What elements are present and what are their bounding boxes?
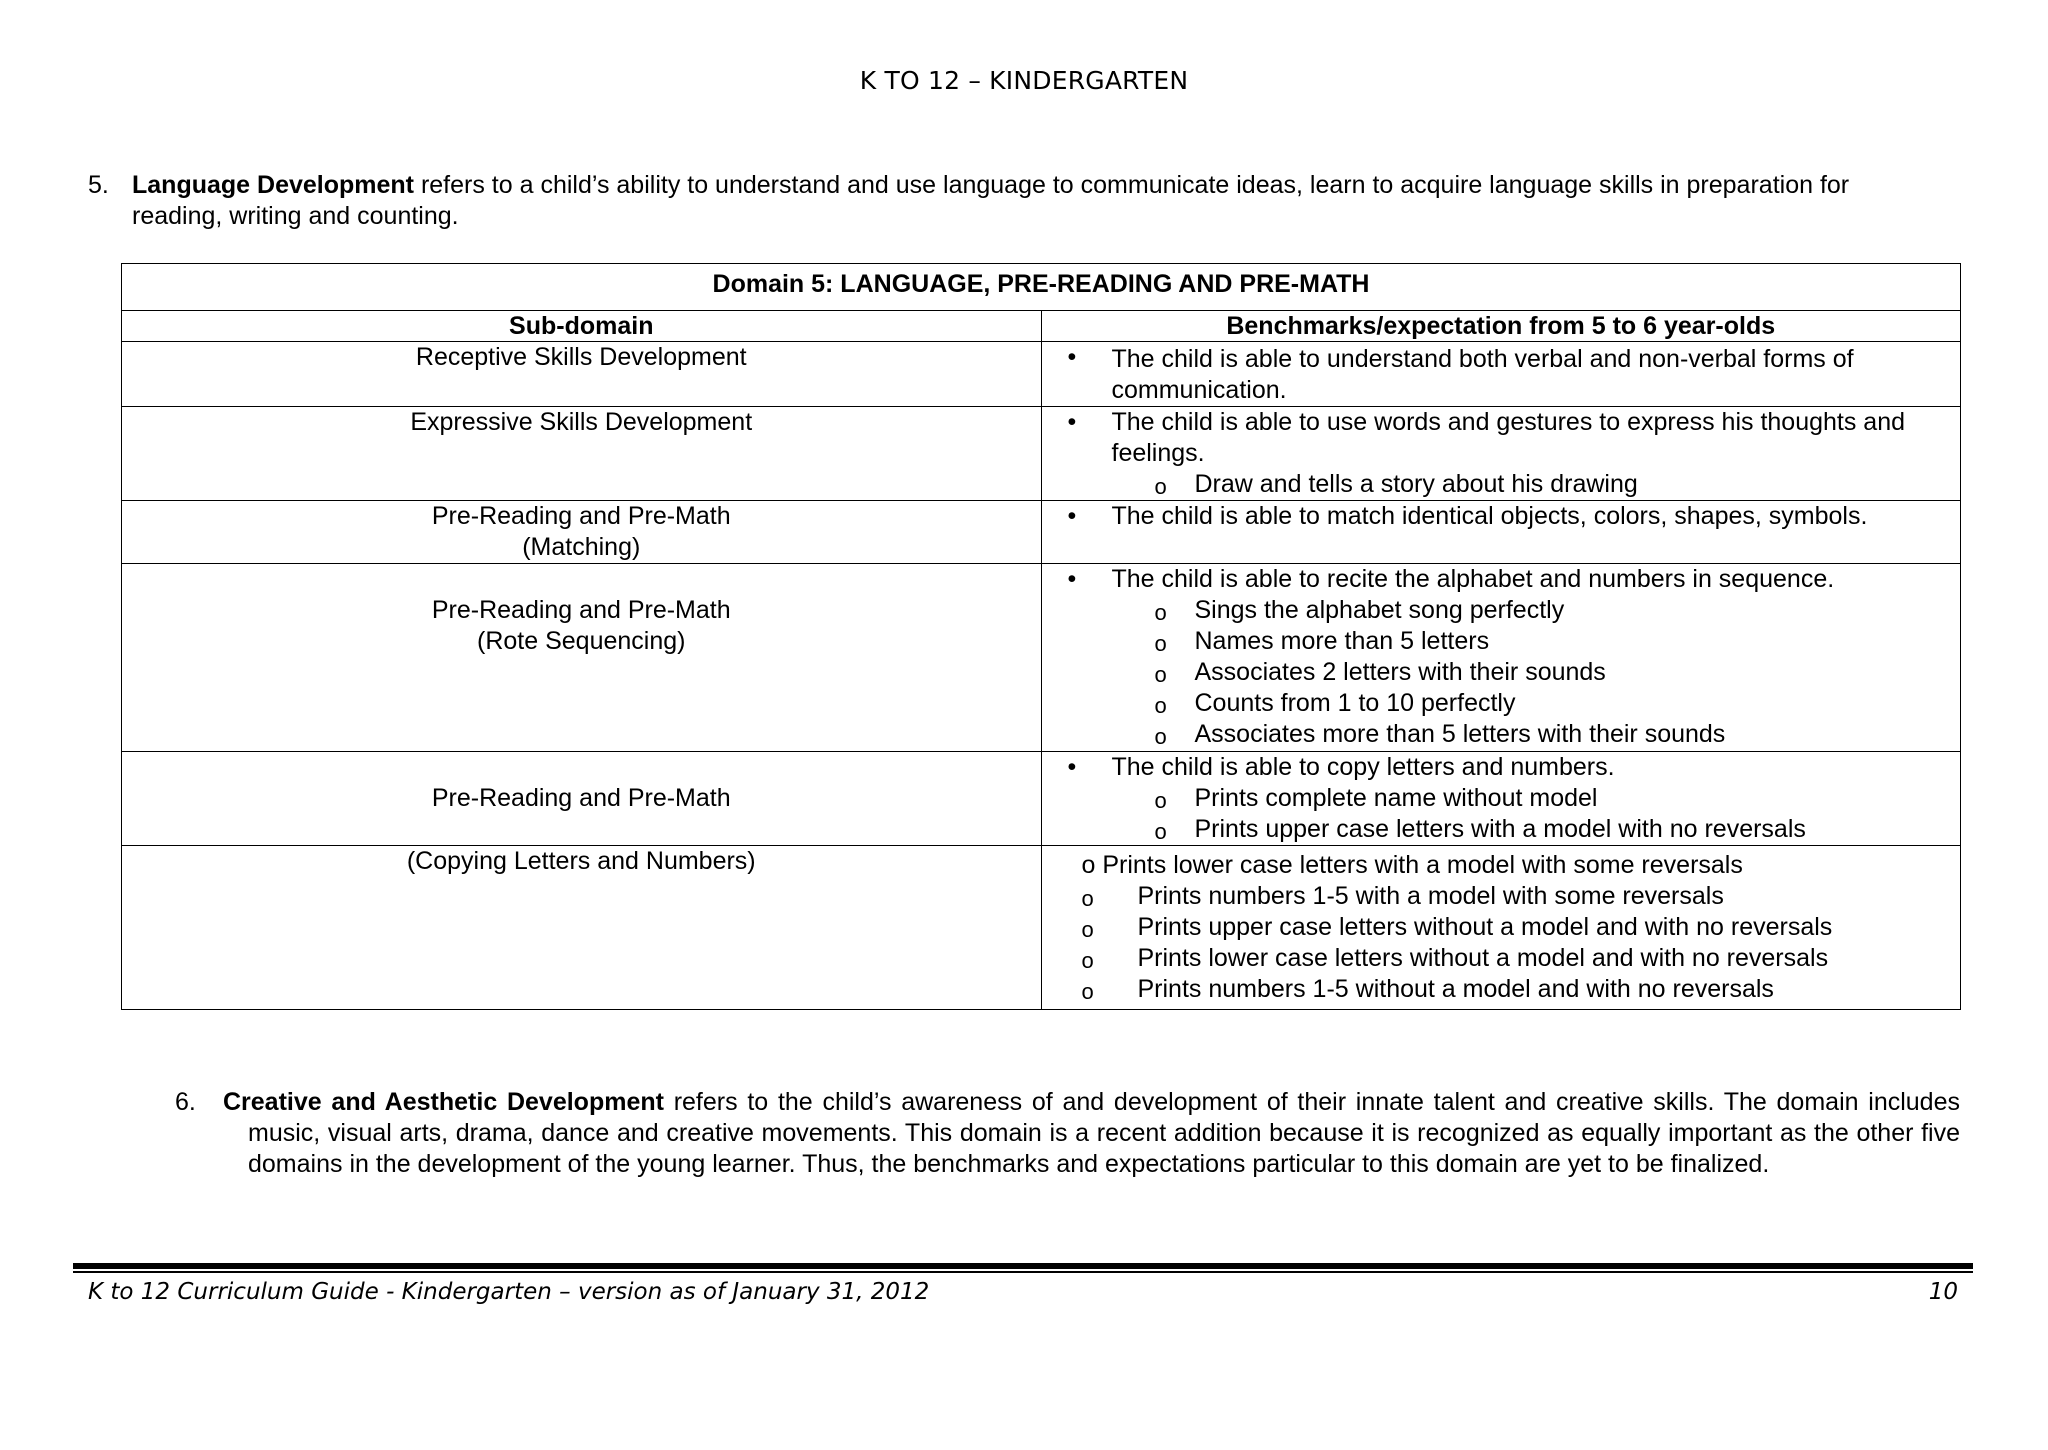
table-title: Domain 5: LANGUAGE, PRE-READING AND PRE-MATH [122, 264, 1961, 311]
hollow-bullet-icon: o [1081, 948, 1094, 973]
benchmark-item: Prints complete name without model [1194, 784, 1598, 812]
subdomain-cell [122, 501, 1042, 564]
subdomain-label: Receptive Skills Development [415, 343, 747, 371]
column-header-subdomain: Sub-domain [122, 311, 1042, 342]
benchmark-cell [1041, 564, 1961, 752]
benchmark-text: The child is able to copy letters and numbers. [1111, 753, 1615, 781]
benchmark-item: Sings the alphabet song perfectly [1194, 596, 1565, 624]
column-header-benchmarks: Benchmarks/expectation from 5 to 6 year-olds [1041, 311, 1961, 342]
section-term: Language Development [132, 171, 414, 199]
benchmark-text: The child is able to understand both verbal and non-verbal forms of communication. [1111, 345, 1854, 404]
benchmark-item: Prints upper case letters without a model and with no reversals [1137, 913, 1833, 941]
section-number: 5. [88, 171, 109, 199]
hollow-bullet-icon: o [1081, 886, 1094, 911]
footer-rule-thin [73, 1271, 1973, 1273]
footer-rule-thick [73, 1263, 1973, 1269]
bullet-icon: • [1067, 565, 1077, 593]
page-header: K TO 12 – KINDERGARTEN [859, 66, 1189, 95]
section-5-paragraph [88, 170, 1868, 232]
benchmark-item: Names more than 5 letters [1194, 627, 1490, 655]
bullet-icon: • [1067, 753, 1077, 781]
page-footer [88, 1274, 1958, 1310]
table-row [122, 342, 1961, 407]
benchmark-item: Associates 2 letters with their sounds [1194, 658, 1606, 686]
benchmark-cell [1041, 846, 1961, 1010]
hollow-bullet-icon: o [1081, 979, 1094, 1004]
hollow-bullet-icon: o [1154, 631, 1167, 656]
hollow-bullet-icon: o [1081, 917, 1094, 942]
hollow-bullet-icon: o [1154, 819, 1167, 844]
benchmark-item: Prints numbers 1-5 with a model with some reversals [1137, 882, 1724, 910]
subdomain-cell [122, 752, 1042, 846]
benchmark-item: Draw and tells a story about his drawing [1194, 470, 1638, 498]
page-number: 10 [1928, 1279, 1958, 1305]
subdomain-qualifier: (Matching) [522, 533, 641, 561]
footer-document-title: K to 12 Curriculum Guide - Kindergarten – version as of January 31, 2012 [88, 1279, 930, 1305]
benchmark-cell [1041, 407, 1961, 501]
subdomain-cell [122, 846, 1042, 1010]
subdomain-label: Expressive Skills Development [410, 408, 753, 436]
benchmark-cell [1041, 501, 1961, 564]
hollow-bullet-icon: o [1154, 788, 1167, 813]
hollow-bullet-icon: o [1154, 600, 1167, 625]
benchmark-item: Prints numbers 1-5 without a model and with no reversals [1137, 975, 1774, 1003]
section-text: refers to a child’s ability to understand and use language to communicate ideas, learn to acquire language skills in preparation for reading, writing and counting. [132, 171, 1850, 230]
bullet-icon: • [1067, 502, 1077, 530]
subdomain-cell [122, 407, 1042, 501]
table-row [122, 564, 1961, 752]
hollow-bullet-icon: o [1154, 474, 1167, 499]
subdomain-cell [122, 564, 1042, 752]
benchmark-item: Counts from 1 to 10 perfectly [1194, 689, 1516, 717]
section-term: Creative and Aesthetic Development [223, 1088, 664, 1116]
section-text: refers to the child’s awareness of and development of their innate talent and creative skills. The domain includes music, visual arts, drama, dance and creative movements. This domain is a recent addition because it is recognized as equally important as the other five domains in the development of the young learner. Thus, the benchmarks and expectations particular to this domain are yet to be finalized. [248, 1088, 1960, 1178]
subdomain-label: Pre-Reading and Pre-Math [431, 784, 731, 812]
subdomain-cell [122, 342, 1042, 407]
benchmark-text: The child is able to recite the alphabet and numbers in sequence. [1111, 565, 1835, 593]
benchmark-cell [1041, 752, 1961, 846]
table-row [122, 501, 1961, 564]
benchmark-cell [1041, 342, 1961, 407]
section-6-paragraph [175, 1087, 1960, 1180]
hollow-bullet-icon: o [1154, 662, 1167, 687]
benchmark-item: o Prints lower case letters with a model with some reversals [1081, 851, 1743, 879]
hollow-bullet-icon: o [1154, 724, 1167, 749]
benchmark-text: The child is able to match identical objects, colors, shapes, symbols. [1111, 502, 1868, 530]
subdomain-qualifier: (Rote Sequencing) [477, 627, 686, 655]
benchmark-text: The child is able to use words and gestures to express his thoughts and feelings. [1111, 408, 1906, 467]
domain-table [121, 263, 1961, 1010]
bullet-icon: • [1067, 408, 1077, 436]
subdomain-label: (Copying Letters and Numbers) [406, 847, 756, 875]
benchmark-item: Prints lower case letters without a model and with no reversals [1137, 944, 1829, 972]
table-row [122, 407, 1961, 501]
bullet-icon: • [1067, 343, 1077, 371]
hollow-bullet-icon: o [1154, 693, 1167, 718]
benchmark-item: Associates more than 5 letters with their sounds [1194, 720, 1726, 748]
section-number: 6. [175, 1088, 196, 1116]
table-row [122, 752, 1961, 846]
benchmark-item: Prints upper case letters with a model with no reversals [1194, 815, 1806, 843]
subdomain-label: Pre-Reading and Pre-Math [431, 502, 731, 530]
subdomain-label: Pre-Reading and Pre-Math [431, 596, 731, 624]
table-row [122, 846, 1961, 1010]
